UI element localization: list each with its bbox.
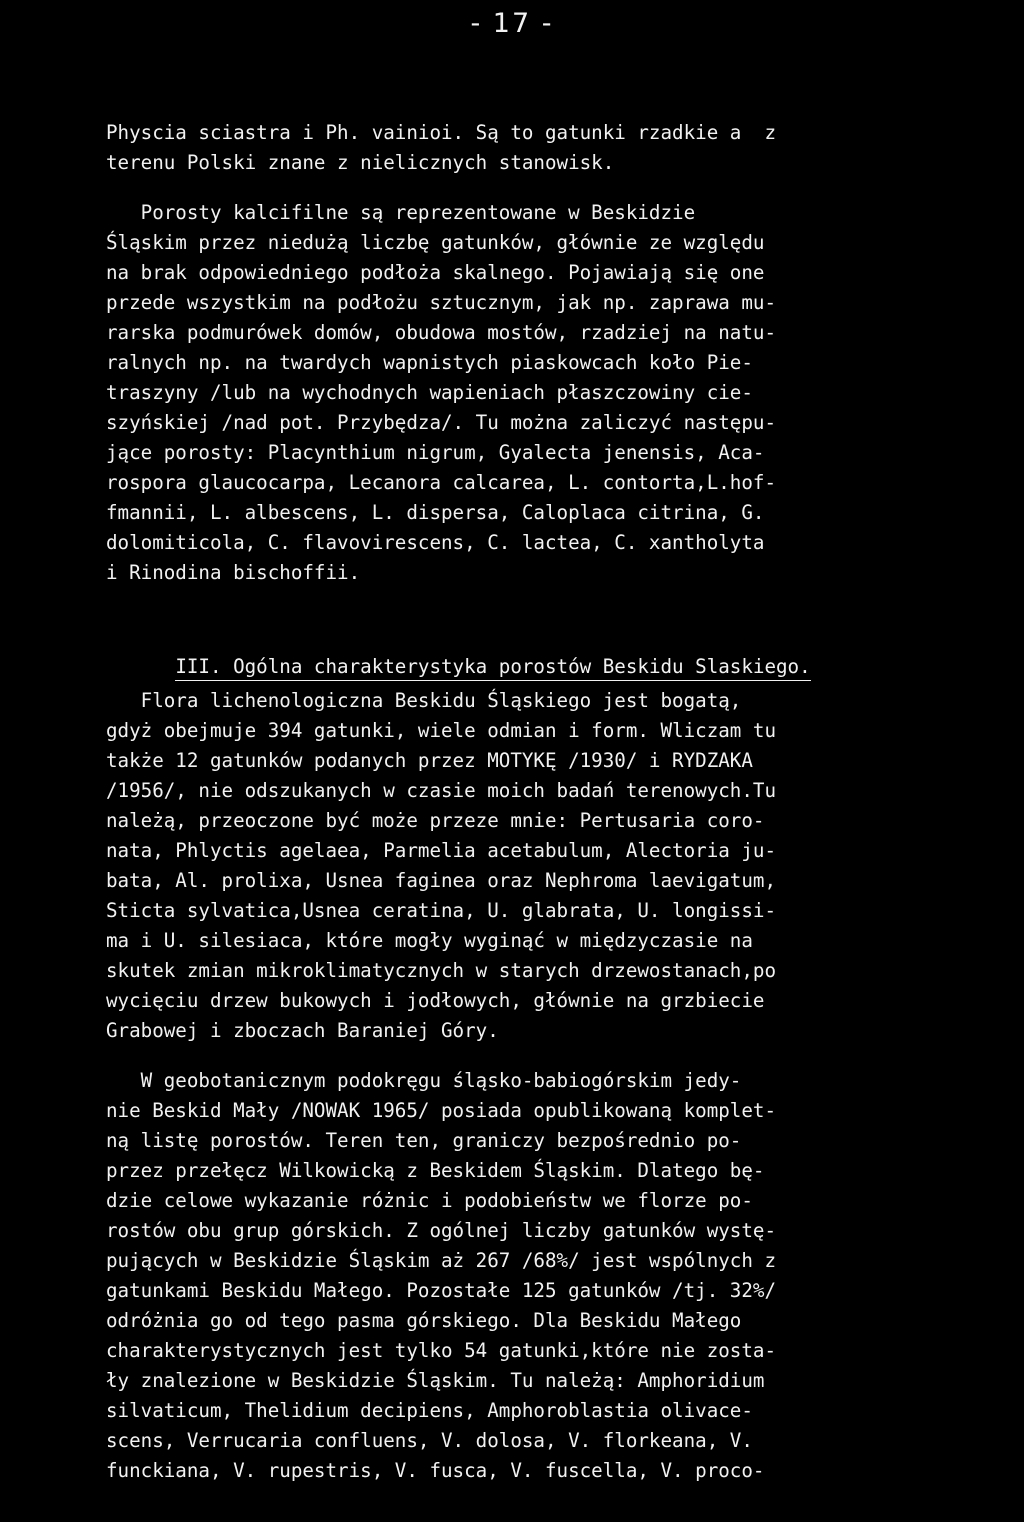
text-line: dzie celowe wykazanie różnic i podobieństw we florze po- [106,1189,753,1212]
text-line: bata, Al. prolixa, Usnea faginea oraz Nephroma laevigatum, [106,869,777,892]
text-line: Śląskim przez niedużą liczbę gatunków, głównie ze względu [106,231,765,254]
text-line: Porosty kalcifilne są reprezentowane w Beskidzie [106,201,696,224]
text-line: W geobotanicznym podokręgu śląsko-babiogórskim jedy- [106,1069,742,1092]
text-line: dolomiticola, C. flavovirescens, C. lactea, C. xantholyta [106,531,765,554]
text-line: rostów obu grup górskich. Z ogólnej liczby gatunków wystę- [106,1219,777,1242]
text-line: ły znalezione w Beskidzie Śląskim. Tu należą: Amphoridium [106,1369,765,1392]
section-heading-line [106,622,924,678]
text-line: i Rinodina bischoffii. [106,561,361,584]
text-line: fmannii, L. albescens, L. dispersa, Caloplaca citrina, G. [106,501,765,524]
section-heading: III. Ogólna charakterystyka porostów Beskidu Slaskiego. [175,654,810,681]
text-line: rarska podmurówek domów, obudowa mostów, rzadziej na natu- [106,321,777,344]
text-line: skutek zmian mikroklimatycznych w starych drzewostanach,po [106,959,777,982]
body-text [106,118,924,1486]
text-line: należą, przeoczone być może przeze mnie: Pertusaria coro- [106,809,765,832]
text-line: szyńskiej /nad pot. Przybędza/. Tu można zaliczyć następu- [106,411,777,434]
text-line: rospora glaucocarpa, Lecanora calcarea, L. contorta,L.hof- [106,471,777,494]
text-line: przede wszystkim na podłożu sztucznym, jak np. zaprawa mu- [106,291,777,314]
text-line: nie Beskid Mały /NOWAK 1965/ posiada opublikowaną komplet- [106,1099,777,1122]
text-line: gatunkami Beskidu Małego. Pozostałe 125 gatunków /tj. 32%/ [106,1279,777,1302]
text-line: także 12 gatunków podanych przez MOTYKĘ /1930/ i RYDZAKA [106,749,753,772]
text-line: przez przełęcz Wilkowicką z Beskidem Śląskim. Dlatego bę- [106,1159,765,1182]
text-line: Physcia sciastra i Ph. vainioi. Są to gatunki rzadkie a z [106,121,777,144]
paragraph-4 [106,1066,924,1486]
text-line: wycięciu drzew bukowych i jodłowych, głównie na grzbiecie [106,989,765,1012]
paragraph-1 [106,118,924,178]
paragraph-3 [106,686,924,1046]
paragraph-2 [106,198,924,588]
text-line: nata, Phlyctis agelaea, Parmelia acetabulum, Alectoria ju- [106,839,777,862]
text-line: gdyż obejmuje 394 gatunki, wiele odmian i form. Wliczam tu [106,719,777,742]
text-line: Flora lichenologiczna Beskidu Śląskiego jest bogatą, [106,689,742,712]
text-line: scens, Verrucaria confluens, V. dolosa, V. florkeana, V. [106,1429,753,1452]
text-line: pujących w Beskidzie Śląskim aż 267 /68%/ jest wspólnych z [106,1249,777,1272]
text-line: traszyny /lub na wychodnych wapieniach płaszczowiny cie- [106,381,753,404]
text-line: ralnych np. na twardych wapnistych piaskowcach koło Pie- [106,351,753,374]
text-line: terenu Polski znane z nielicznych stanowisk. [106,151,615,174]
text-line: Grabowej i zboczach Baraniej Góry. [106,1019,499,1042]
text-line: na brak odpowiedniego podłoża skalnego. Pojawiają się one [106,261,765,284]
text-line: ma i U. silesiaca, które mogły wyginąć w międzyczasie na [106,929,753,952]
text-line: ną listę porostów. Teren ten, graniczy bezpośrednio po- [106,1129,742,1152]
text-line: jące porosty: Placynthium nigrum, Gyalecta jenensis, Aca- [106,441,765,464]
text-line: funckiana, V. rupestris, V. fusca, V. fuscella, V. proco- [106,1459,765,1482]
text-line: /1956/, nie odszukanych w czasie moich badań terenowych.Tu [106,779,777,802]
text-line: odróżnia go od tego pasma górskiego. Dla Beskidu Małego [106,1309,742,1332]
text-line: silvaticum, Thelidium decipiens, Amphoroblastia olivace- [106,1399,753,1422]
page-number: - 17 - [470,8,554,39]
text-line: Sticta sylvatica,Usnea ceratina, U. glabrata, U. longissi- [106,899,777,922]
text-line: charakterystycznych jest tylko 54 gatunki,które nie zosta- [106,1339,777,1362]
